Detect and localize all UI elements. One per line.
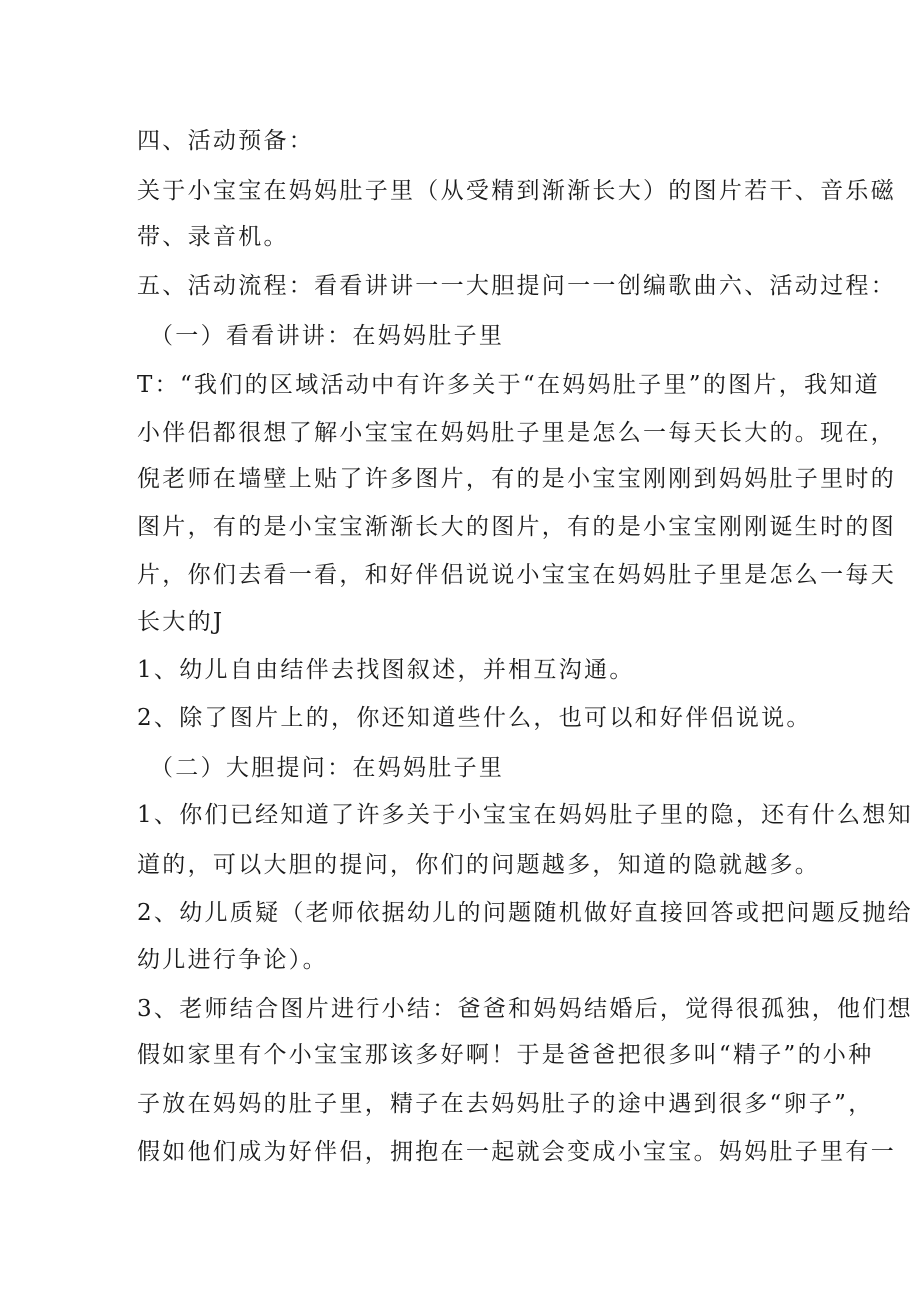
paragraph-line: 倪老师在墙壁上贴了许多图片，有的是小宝宝刚刚到妈妈肚子里时的	[137, 466, 896, 492]
paragraph-line: 假如家里有个小宝宝那该多好啊！于是爸爸把很多叫“精子”的小种	[137, 1042, 874, 1068]
paragraph-line: 子放在妈妈的肚子里，精子在去妈妈肚子的途中遇到很多“卵子”，	[137, 1091, 874, 1117]
subsection-heading-bold-questions: （二）大胆提问：在妈妈肚子里	[150, 755, 505, 781]
paragraph-line: 假如他们成为好伴侣，拥抱在一起就会变成小宝宝。妈妈肚子里有一	[137, 1139, 896, 1165]
list-item: 2、幼儿质疑（老师依据幼儿的问题随机做好直接回答或把问题反抛给	[137, 900, 913, 926]
section-heading-flow: 五、活动流程：看看讲讲一一大胆提问一一创编歌曲六、活动过程：	[137, 273, 896, 299]
paragraph-line: 带、录音机。	[137, 224, 289, 250]
paragraph-line: 幼儿进行争论）。	[137, 947, 328, 973]
paragraph-line: 图片，有的是小宝宝渐渐长大的图片，有的是小宝宝刚刚诞生时的图	[137, 514, 896, 540]
paragraph-line: 片，你们去看一看，和好伴侣说说小宝宝在妈妈肚子里是怎么一每天	[137, 562, 896, 588]
list-item: 2、除了图片上的，你还知道些什么，也可以和好伴侣说说。	[137, 705, 812, 731]
paragraph-line: 长大的J	[137, 609, 225, 635]
paragraph-line: T：“我们的区域活动中有许多关于“在妈妈肚子里”的图片，我知道	[137, 372, 880, 398]
list-item: 1、你们已经知道了许多关于小宝宝在妈妈肚子里的隐，还有什么想知	[137, 802, 913, 828]
paragraph-line: 道的，可以大胆的提问，你们的问题越多，知道的隐就越多。	[137, 852, 821, 878]
section-heading-preparation: 四、活动预备：	[137, 128, 315, 154]
paragraph-line: 小伴侣都很想了解小宝宝在妈妈肚子里是怎么一每天长大的。现在，	[137, 420, 896, 446]
paragraph-line: 关于小宝宝在妈妈肚子里（从受精到渐渐长大）的图片若干、音乐磁	[137, 178, 896, 204]
list-item: 3、老师结合图片进行小结：爸爸和妈妈结婚后，觉得很孤独，他们想	[137, 996, 913, 1022]
list-item: 1、幼儿自由结伴去找图叙述，并相互沟通。	[137, 657, 635, 683]
subsection-heading-look-and-talk: （一）看看讲讲：在妈妈肚子里	[150, 323, 505, 349]
